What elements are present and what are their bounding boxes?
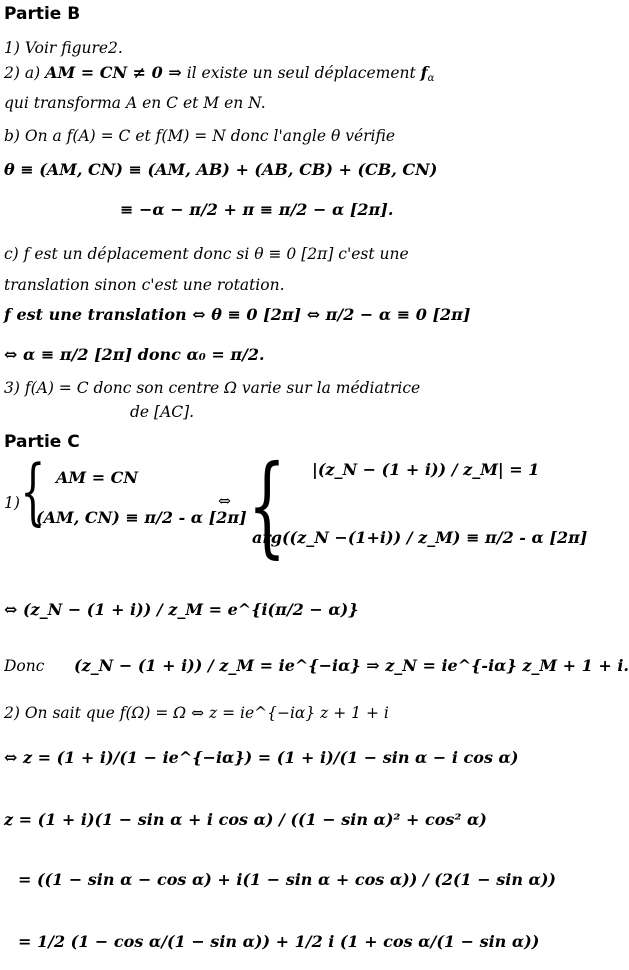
- partie-c-heading: Partie C: [4, 432, 80, 452]
- translation-condition: f est une translation ⇔ θ ≡ 0 [2π] ⇔ π/2 − α ≡ 0 [2π]: [4, 305, 471, 324]
- z-alpha-1: ⇔ z = (1 + i)/(1 − ie^{−iα}) = (1 + i)/(1 − sin α − i cos α): [4, 748, 519, 767]
- z-alpha-2: z = (1 + i)(1 − sin α + i cos α) / ((1 − sin α)² + cos² α): [4, 810, 487, 829]
- partie-b-heading: Partie B: [4, 4, 81, 24]
- equivalence-arrow: ⇔: [218, 492, 231, 510]
- system-right-2: arg((z_N −(1+i)) / z_M) ≡ π/2 - α [2π]: [252, 528, 588, 547]
- system-left-1: AM = CN: [56, 468, 139, 487]
- z-alpha-3: = ((1 − sin α − cos α) + i(1 − sin α + cos α)) / (2(1 − sin α)): [18, 870, 556, 889]
- angle-result: ≡ −α − π/2 + π ≡ π/2 − α [2π].: [120, 200, 394, 219]
- alpha-zero: ⇔ α ≡ π/2 [2π] donc α₀ = π/2.: [4, 345, 265, 364]
- line-b2: 2) a) AM = CN ≠ 0 ⇒ il existe un seul déplacement $f_\alpha$: [4, 63, 435, 84]
- exp-equation: ⇔ (z_N − (1 + i)) / z_M = e^{i(π/2 − α)}: [4, 600, 359, 619]
- fixed-point-line: 2) On sait que f(Ω) = Ω ⇔ z = ie^{−iα} z + 1 + i: [4, 704, 389, 722]
- system-right-1: |(z_N − (1 + i)) / z_M| = 1: [312, 460, 540, 479]
- line-b3: qui transforma A en C et M en N.: [4, 94, 266, 112]
- line-b7: c) f est un déplacement donc si θ ≡ 0 [2π] c'est une: [4, 245, 409, 263]
- line-b8: translation sinon c'est une rotation.: [4, 276, 285, 294]
- z-alpha-4: = 1/2 (1 − cos α/(1 − sin α)) + 1/2 i (1 + cos α/(1 − sin α)): [18, 932, 540, 951]
- line-b11: 3) f(A) = C donc son centre Ω varie sur la médiatrice: [4, 379, 421, 397]
- system-left-2: (AM, CN) ≡ π/2 - α [2π]: [36, 508, 247, 527]
- angle-equation: θ ≡ (AM, CN) ≡ (AM, AB) + (AB, CB) + (CB, CN): [4, 160, 438, 179]
- line-b1: 1) Voir figure2.: [4, 39, 123, 57]
- line-b12: de [AC].: [130, 403, 195, 421]
- q1-label: 1): [4, 494, 20, 512]
- donc-line: Donc (z_N − (1 + i)) / z_M = ie^{−iα} ⇒ z_N = ie^{-iα} z_M + 1 + i.: [4, 656, 629, 675]
- line-b4: b) On a f(A) = C et f(M) = N donc l'angle θ vérifie: [4, 127, 396, 145]
